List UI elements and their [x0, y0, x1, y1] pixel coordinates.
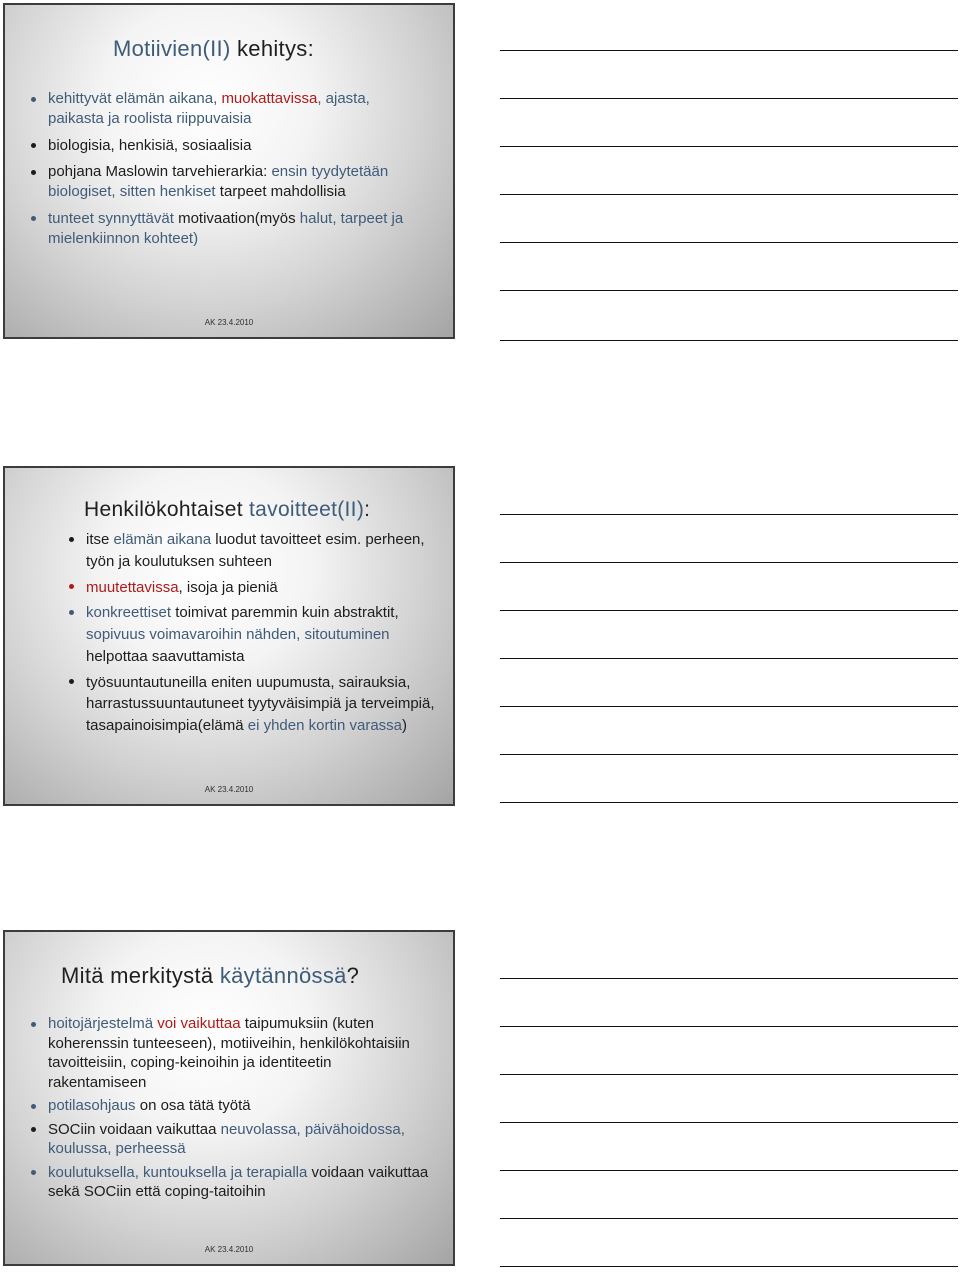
- list-item: [31, 1120, 431, 1159]
- text-run: elämän aikana: [113, 531, 216, 548]
- text-run: konkreettiset: [86, 604, 176, 622]
- text-run: tunteet synnyttävät: [48, 209, 179, 227]
- list-item: [31, 1014, 431, 1092]
- text-run: pohjana Maslowin tarvehierarkia:: [48, 163, 272, 181]
- note-line: [500, 146, 958, 147]
- list-item: [69, 602, 449, 667]
- slide-title: [84, 498, 370, 522]
- text-run: koulutuksella, kuntouksella ja terapialla: [48, 1163, 312, 1181]
- note-line: [500, 98, 958, 99]
- list-item: [31, 162, 426, 202]
- note-line: [500, 242, 958, 243]
- text-run: itse: [86, 531, 114, 548]
- bullet-dot-icon: [31, 1104, 36, 1109]
- slide-2: [3, 466, 455, 806]
- text-run: työsuuntautuneilla eniten uupumusta, sairauksia, harrastussuuntautuneet tyytyväisimpiä ja terveimpiä, tasapainoisimpia(elämä: [86, 673, 435, 734]
- list-item: [69, 577, 449, 599]
- title-part: Mitä merkitystä: [61, 963, 220, 988]
- text-run: kehittyvät elämän aikana,: [48, 90, 222, 107]
- text-run: ei yhden kortin varassa: [247, 717, 402, 734]
- list-item: [31, 136, 426, 156]
- note-line: [500, 978, 958, 979]
- bullet-dot-icon: [31, 170, 36, 175]
- slide-footer: AK 23.4.2010: [204, 318, 254, 327]
- bullet-dot-icon: [31, 1022, 36, 1027]
- text-run: biologisia, henkisiä, sosiaalisia: [48, 136, 252, 154]
- bullet-dot-icon: [69, 584, 74, 589]
- note-line: [500, 340, 958, 341]
- bullet-dot-icon: [69, 679, 74, 684]
- text-run: , ajasta, paikasta ja roolista riippuvaisia: [48, 90, 370, 127]
- bullet-dot-icon: [31, 143, 36, 148]
- list-item: [31, 1096, 431, 1116]
- text-run: sopivuus voimavaroihin nähden, sitoutuminen: [86, 626, 390, 643]
- slide-footer: AK 23.4.2010: [204, 1245, 254, 1254]
- list-item: [69, 672, 449, 737]
- note-line: [500, 1218, 958, 1219]
- bullet-list: [69, 529, 449, 741]
- title-part: :: [364, 498, 371, 521]
- title-part: kehitys:: [237, 36, 314, 61]
- text-run: on osa tätä työtä: [139, 1097, 251, 1114]
- note-line: [500, 290, 958, 291]
- title-part: ?: [346, 963, 360, 988]
- list-item: [69, 529, 449, 573]
- note-line: [500, 194, 958, 195]
- text-run: taipumuksiin (kuten koherenssin tunteeseen), motiiveihin, henkilökohtaisiin tavoitteisiin, coping-keinoihin ja identiteetin rakentamiseen: [48, 1015, 410, 1091]
- slide-footer: AK 23.4.2010: [204, 785, 254, 794]
- bullet-dot-icon: [31, 1127, 36, 1132]
- text-run: motivaation(myös: [178, 209, 300, 227]
- note-line: [500, 802, 958, 803]
- slide-title: [61, 963, 359, 989]
- list-item: [31, 89, 426, 129]
- note-line: [500, 1170, 958, 1171]
- title-part: tavoitteet(II): [249, 498, 365, 521]
- bullet-list: [31, 89, 426, 256]
- text-run: potilasohjaus: [48, 1097, 140, 1114]
- text-run: neuvolassa, päivähoidossa, koulussa, perheessä: [48, 1120, 405, 1157]
- text-run: hoitojärjestelmä: [48, 1015, 158, 1032]
- text-run: helpottaa saavuttamista: [86, 647, 245, 665]
- note-line: [500, 658, 958, 659]
- text-run: ensin tyydytetään biologiset, sitten henkiset: [48, 163, 389, 201]
- title-part: Motiivien(II): [113, 36, 237, 61]
- bullet-list: [31, 1014, 431, 1206]
- list-item: [31, 1163, 431, 1202]
- title-part: Henkilökohtaiset: [84, 498, 250, 521]
- text-run: luodut tavoitteet esim. perheen, työn ja koulutuksen suhteen: [86, 531, 425, 570]
- text-run: toimivat paremmin kuin abstraktit,: [175, 604, 399, 622]
- bullet-dot-icon: [69, 610, 74, 615]
- note-line: [500, 610, 958, 611]
- text-run: muutettavissa: [86, 578, 179, 596]
- text-run: halut, tarpeet ja mielenkiinnon kohteet): [48, 209, 404, 247]
- note-line: [500, 1122, 958, 1123]
- bullet-dot-icon: [31, 1170, 36, 1175]
- note-line: [500, 1266, 958, 1267]
- text-run: SOCiin voidaan vaikuttaa: [48, 1120, 221, 1138]
- list-item: [31, 209, 426, 249]
- note-line: [500, 754, 958, 755]
- note-line: [500, 50, 958, 51]
- slide-1: [3, 3, 455, 339]
- note-line: [500, 562, 958, 563]
- bullet-dot-icon: [69, 537, 74, 542]
- bullet-dot-icon: [31, 97, 36, 102]
- text-run: muokattavissa: [221, 90, 318, 107]
- text-run: voi vaikuttaa: [157, 1015, 245, 1032]
- text-run: , isoja ja pieniä: [178, 578, 278, 596]
- note-line: [500, 514, 958, 515]
- title-part: käytännössä: [219, 963, 347, 988]
- text-run: voidaan vaikuttaa sekä SOCiin että coping-taitoihin: [48, 1163, 429, 1200]
- text-run: ): [402, 717, 407, 734]
- note-line: [500, 1026, 958, 1027]
- slide-title: [113, 36, 314, 62]
- slide-3: [3, 930, 455, 1266]
- text-run: tarpeet mahdollisia: [219, 183, 346, 201]
- note-line: [500, 1074, 958, 1075]
- note-line: [500, 706, 958, 707]
- bullet-dot-icon: [31, 216, 36, 221]
